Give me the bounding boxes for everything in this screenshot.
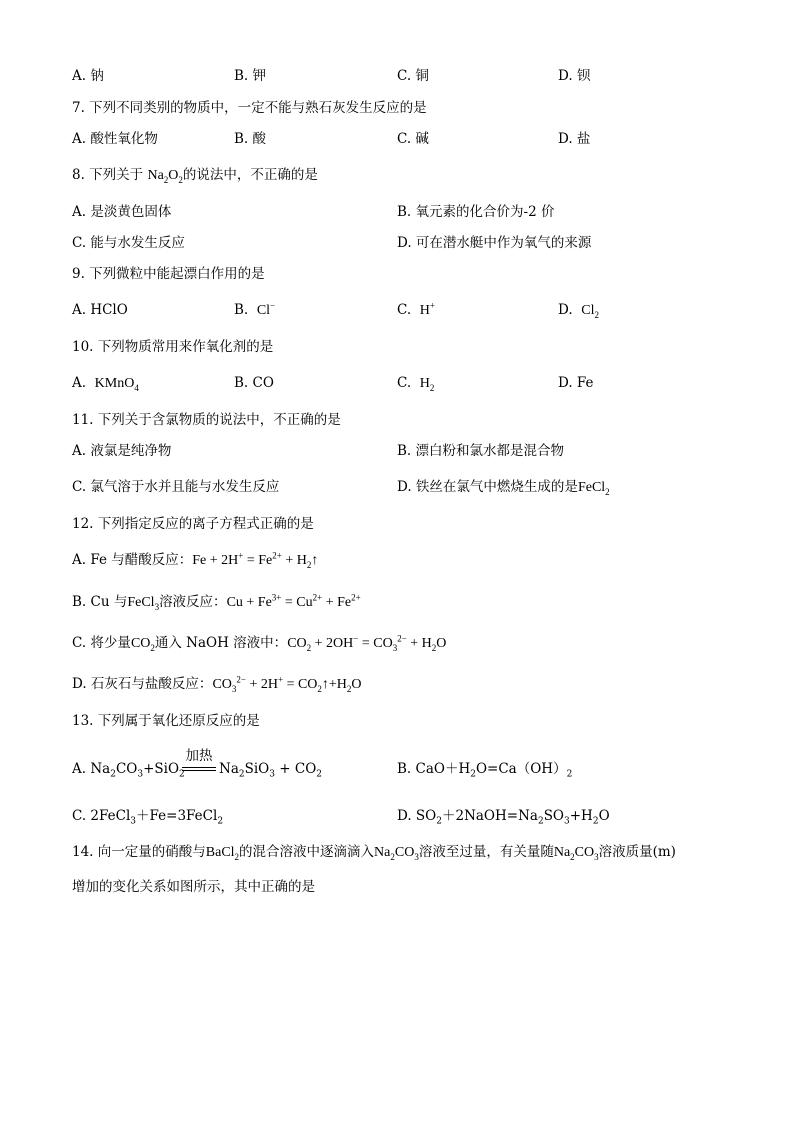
- q8-option-b: B. 氧元素的化合价为-2 价: [397, 204, 555, 220]
- q8-stem: [72, 165, 318, 186]
- q10-option-c: [397, 373, 434, 394]
- q7-option-b: B. 酸: [234, 131, 267, 147]
- q13-option-d-pre: D. SO: [397, 808, 437, 824]
- q14-stem-line2: 增加的变化关系如图所示，其中正确的是: [72, 879, 315, 895]
- q13-option-a-products: $Na_2SiO_3 + CO_2$: [219, 761, 323, 780]
- q12-option-b: [72, 592, 361, 613]
- q9-option-c-letter: C.: [397, 302, 412, 318]
- q11-option-c: C. 氯气溶于水并且能与水发生反应: [72, 479, 280, 495]
- q11-option-d: [397, 477, 610, 498]
- q14-stem-mid3: 溶液质量(m): [598, 844, 676, 860]
- q6-option-d: D. 钡: [558, 68, 591, 84]
- q13-option-c-pre: C. 2FeCl: [72, 808, 131, 824]
- q10-option-a-formula: KMnO$_4$: [94, 376, 139, 393]
- q12-option-d-text: D. 石灰石与盐酸反应：: [72, 676, 213, 692]
- q7-option-a: A. 酸性氧化物: [72, 131, 158, 147]
- q12-stem: 12. 下列指定反应的离子方程式正确的是: [72, 516, 314, 532]
- q14-na2co3-a: $Na_2CO_3$: [374, 845, 419, 862]
- q9-option-c: [397, 300, 435, 321]
- q6-option-a: A. 钠: [72, 68, 104, 84]
- q13-option-c: C. 2FeCl$_3$＋Fe=3FeCl$_2$: [72, 808, 224, 827]
- q8-option-d: D. 可在潜水艇中作为氧气的来源: [397, 235, 592, 251]
- q14-stem-mid1: 的混合溶液中逐滴滴入: [239, 844, 375, 860]
- q12-option-d: [72, 674, 362, 695]
- q13-option-b-pre: B. CaO＋H: [397, 761, 471, 777]
- q7-option-d: D. 盐: [558, 131, 591, 147]
- q11-option-d-text: D. 铁丝在氯气中燃烧生成的是: [397, 479, 578, 495]
- q7-option-c: C. 碱: [397, 131, 429, 147]
- q14-stem-pre: 14. 向一定量的硝酸与: [72, 844, 206, 860]
- q12-option-c-equation: $CO_2 + 2OH^- = CO_3^{2-} + H_2O$: [287, 633, 447, 653]
- q8-formula: $Na_2O_2$: [147, 168, 183, 185]
- q12-option-a-equation: $Fe + 2H^+ = Fe^{2+}$ + $H_2↑$: [192, 550, 319, 570]
- q13-heat-condition: [182, 748, 216, 779]
- q11-stem: 11. 下列关于含氯物质的说法中，不正确的是: [72, 412, 341, 428]
- q8-stem-post: 的说法中，不正确的是: [182, 167, 318, 183]
- q8-stem-pre: 8. 下列关于: [72, 167, 144, 183]
- q12-option-b-reagent: FeCl$_3$: [127, 595, 160, 612]
- q10-option-c-letter: C.: [397, 375, 412, 391]
- q9-option-b-letter: B.: [234, 302, 249, 318]
- q12-option-a: [72, 550, 318, 571]
- q12-option-b-pre: B. Cu 与: [72, 594, 128, 610]
- q9-option-d-letter: D.: [558, 302, 573, 318]
- q12-option-c: [72, 633, 446, 654]
- q12-option-c-mid: 通入 NaOH 溶液中：: [154, 635, 288, 651]
- q6-option-c: C. 铜: [397, 68, 429, 84]
- equals-bar-1: [182, 767, 216, 768]
- q9-option-a: A. HClO: [72, 302, 128, 318]
- q12-option-b-equation: $Cu + Fe^{3+} = Cu^{2+} + Fe^{2+}$: [226, 592, 361, 610]
- q8-option-c: C. 能与水发生反应: [72, 235, 185, 251]
- q10-option-d: D. Fe: [558, 375, 594, 391]
- q12-option-a-text: A. Fe 与醋酸反应：: [72, 552, 193, 568]
- q10-stem: 10. 下列物质常用来作氧化剂的是: [72, 339, 274, 355]
- q14-stem-mid2: 溶液至过量，有关量随: [418, 844, 554, 860]
- q10-option-a: [72, 373, 139, 394]
- q12-option-c-reagent: $CO_2$: [130, 636, 155, 653]
- q14-bacl2: BaCl$_2$: [205, 845, 240, 862]
- q12-option-d-equation: $CO_3^{2-} + 2H^+$ = $CO_2↑+H_2O$: [212, 674, 362, 694]
- q13-stem: 13. 下列属于氧化还原反应的是: [72, 713, 260, 729]
- q11-option-a: A. 液氯是纯净物: [72, 443, 172, 459]
- q9-option-b-formula: Cl−: [256, 300, 276, 318]
- q10-option-a-letter: A.: [72, 375, 87, 391]
- q11-option-d-formula: FeCl$_2$: [577, 480, 610, 497]
- q9-stem: 9. 下列微粒中能起漂白作用的是: [72, 266, 265, 282]
- equals-bar-2: [182, 770, 216, 771]
- q13-option-d: D. $SO_2+2NaOH=Na_2SO_3+H_2O$: [397, 808, 610, 827]
- q6-option-b: B. 钾: [234, 68, 267, 84]
- q10-option-c-formula: $H_2$: [419, 376, 435, 393]
- q7-stem: 7. 下列不同类别的物质中，一定不能与熟石灰发生反应的是: [72, 100, 427, 116]
- q13-option-a: A. $Na_2CO_3+SiO_2$: [72, 761, 185, 780]
- q9-option-d-formula: $Cl_2$: [581, 303, 599, 320]
- q9-option-d: [558, 300, 599, 321]
- q10-option-b: B. CO: [234, 375, 274, 391]
- q13-option-b: B. $CaO+H_2O=Ca(OH)_2$: [397, 761, 573, 780]
- q8-option-a: A. 是淡黄色固体: [72, 204, 172, 220]
- q12-option-b-mid: 溶液反应：: [159, 594, 227, 610]
- q14-stem-line1: [72, 842, 676, 863]
- q11-option-b: B. 漂白粉和氯水都是混合物: [397, 443, 565, 459]
- q13-option-a-pre: A. Na: [72, 761, 111, 777]
- q12-option-c-pre: C. 将少量: [72, 635, 131, 651]
- q14-na2co3-b: $Na_2CO_3$: [553, 845, 599, 862]
- q9-option-b: [234, 300, 275, 321]
- heat-label: 加热: [185, 748, 213, 764]
- q9-option-c-formula: H+: [419, 300, 435, 318]
